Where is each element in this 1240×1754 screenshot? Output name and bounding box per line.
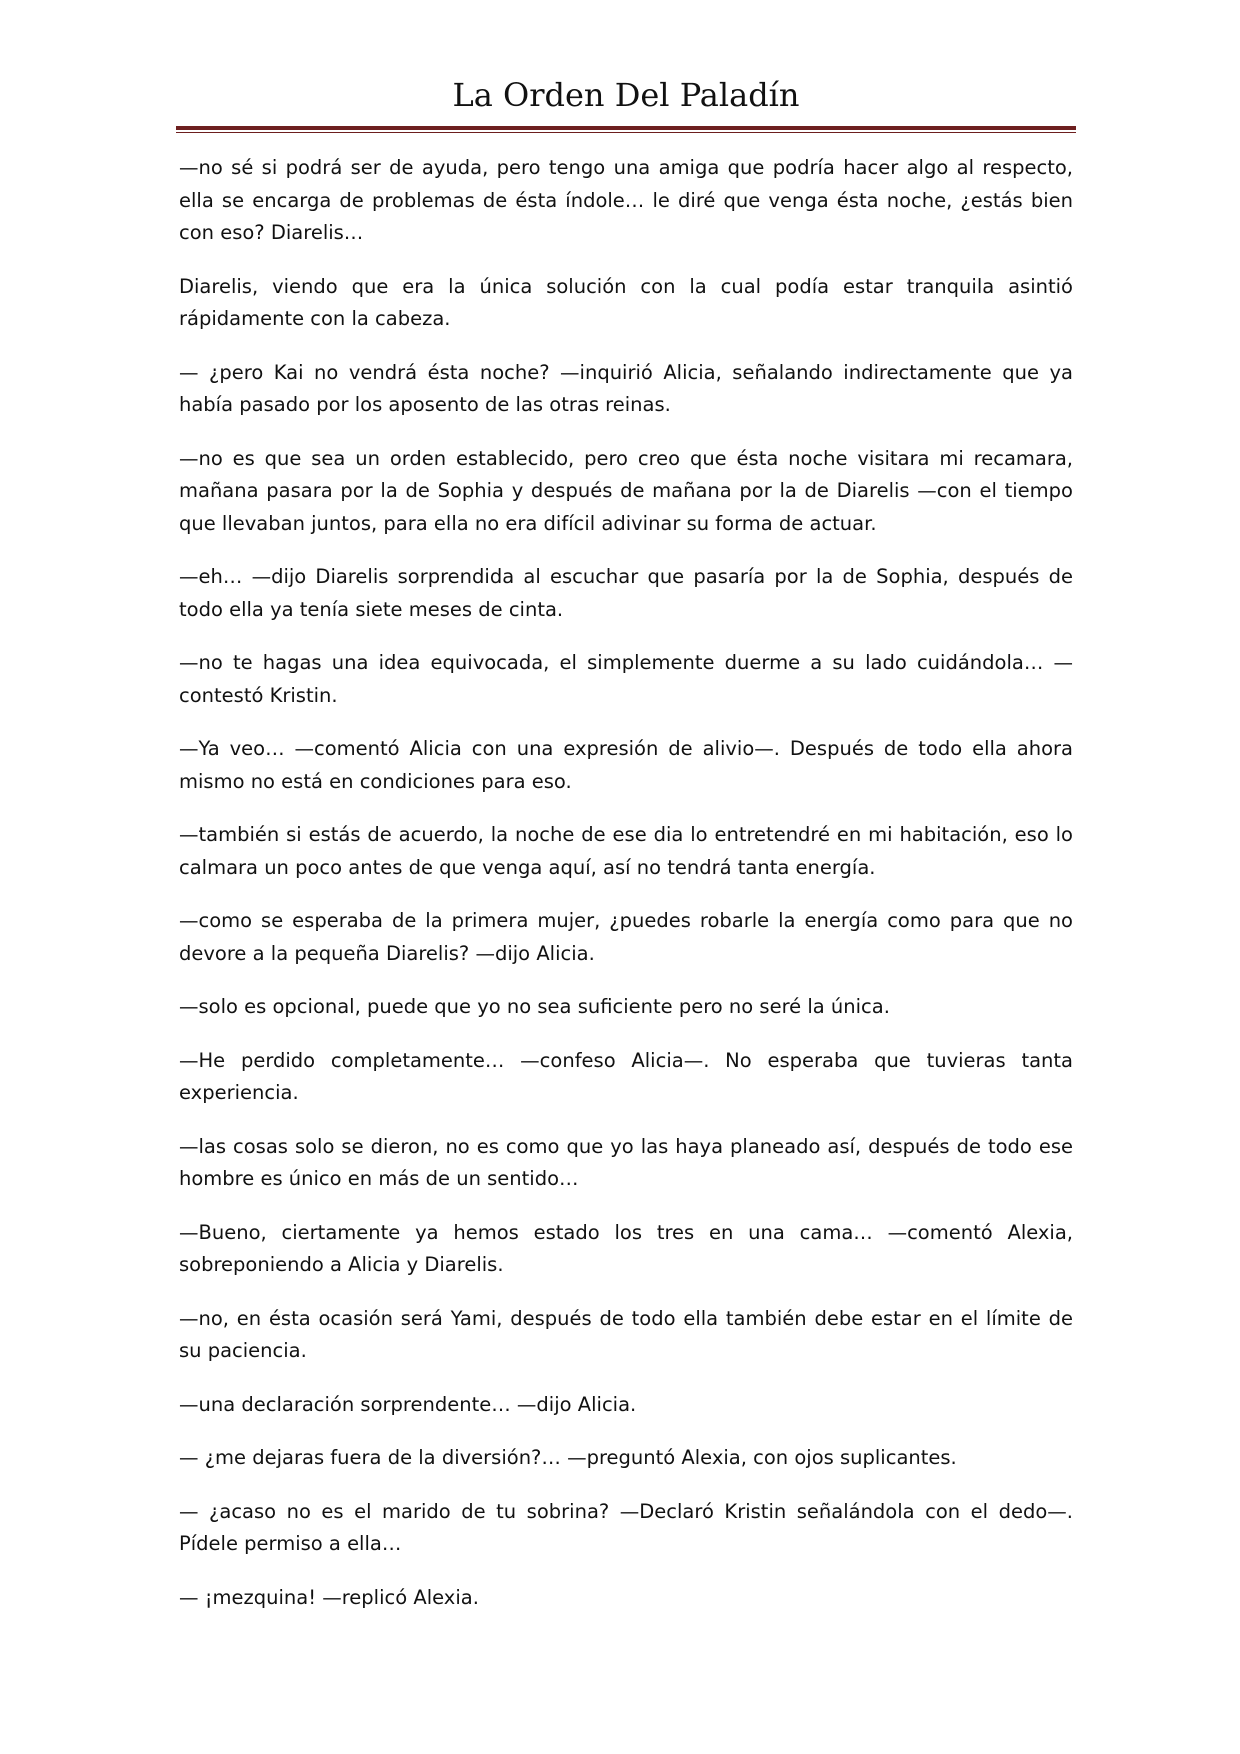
paragraph: —Bueno, ciertamente ya hemos estado los tres en una cama… —comentó Alexia, sobreponiendo a Alicia y Diarelis.: [179, 1220, 1073, 1276]
paragraph: —como se esperaba de la primera mujer, ¿puedes robarle la energía como para que no devore a la pequeña Diarelis? —dijo Alicia.: [179, 909, 1073, 965]
paragraph: —también si estás de acuerdo, la noche de ese dia lo entretendré en mi habitación, eso lo calmara un poco antes de que venga aquí, así no tendrá tanta energía.: [179, 823, 1073, 879]
paragraph: —no, en ésta ocasión será Yami, después de todo ella también debe estar en el límite de su paciencia.: [179, 1306, 1073, 1362]
paragraph: —solo es opcional, puede que yo no sea suficiente pero no seré la única.: [179, 995, 890, 1018]
paragraph: —no es que sea un orden establecido, pero creo que ésta noche visitara mi recamara, mañana pasara por la de Sophia y después de mañana por la de Diarelis —con el tiempo que llevaban juntos, para ella no era difícil adivinar su forma de actuar.: [179, 446, 1073, 535]
paragraph: —no te hagas una idea equivocada, el simplemente duerme a su lado cuidándola… —contestó Kristin.: [179, 651, 1073, 707]
paragraph: — ¿me dejaras fuera de la diversión?… —preguntó Alexia, con ojos suplicantes.: [179, 1446, 957, 1469]
paragraph: — ¡mezquina! —replicó Alexia.: [179, 1585, 479, 1609]
body-text: [179, 152, 1073, 1635]
paragraph: —no sé si podrá ser de ayuda, pero tengo una amiga que podría hacer algo al respecto, ella se encarga de problemas de ésta índole… le diré que venga ésta noche, ¿estás bien con eso? Diarelis…: [179, 156, 1073, 244]
page-title: La Orden Del Paladín: [452, 76, 800, 114]
header-rule-thin: [176, 132, 1076, 133]
paragraph: —eh… —dijo Diarelis sorprendida al escuchar que pasaría por la de Sophia, después de todo ella ya tenía siete meses de cinta.: [179, 565, 1073, 621]
paragraph: Diarelis, viendo que era la única solución con la cual podía estar tranquila asintió rápidamente con la cabeza.: [179, 274, 1073, 330]
paragraph: —Ya veo… —comentó Alicia con una expresión de alivio—. Después de todo ella ahora mismo no está en condiciones para eso.: [179, 737, 1073, 793]
paragraph: —las cosas solo se dieron, no es como que yo las haya planeado así, después de todo ese hombre es único en más de un sentido…: [179, 1134, 1073, 1190]
page-header: [176, 70, 1076, 133]
paragraph: —una declaración sorprendente… —dijo Alicia.: [179, 1392, 637, 1416]
paragraph: — ¿acaso no es el marido de tu sobrina? —Declaró Kristin señalándola con el dedo—. Pídele permiso a ella…: [179, 1499, 1073, 1555]
paragraph: —He perdido completamente… —confeso Alicia—. No esperaba que tuvieras tanta experiencia.: [179, 1048, 1073, 1104]
paragraph: — ¿pero Kai no vendrá ésta noche? —inquirió Alicia, señalando indirectamente que ya había pasado por los aposento de las otras reinas.: [179, 360, 1073, 416]
header-rule: [176, 126, 1076, 130]
